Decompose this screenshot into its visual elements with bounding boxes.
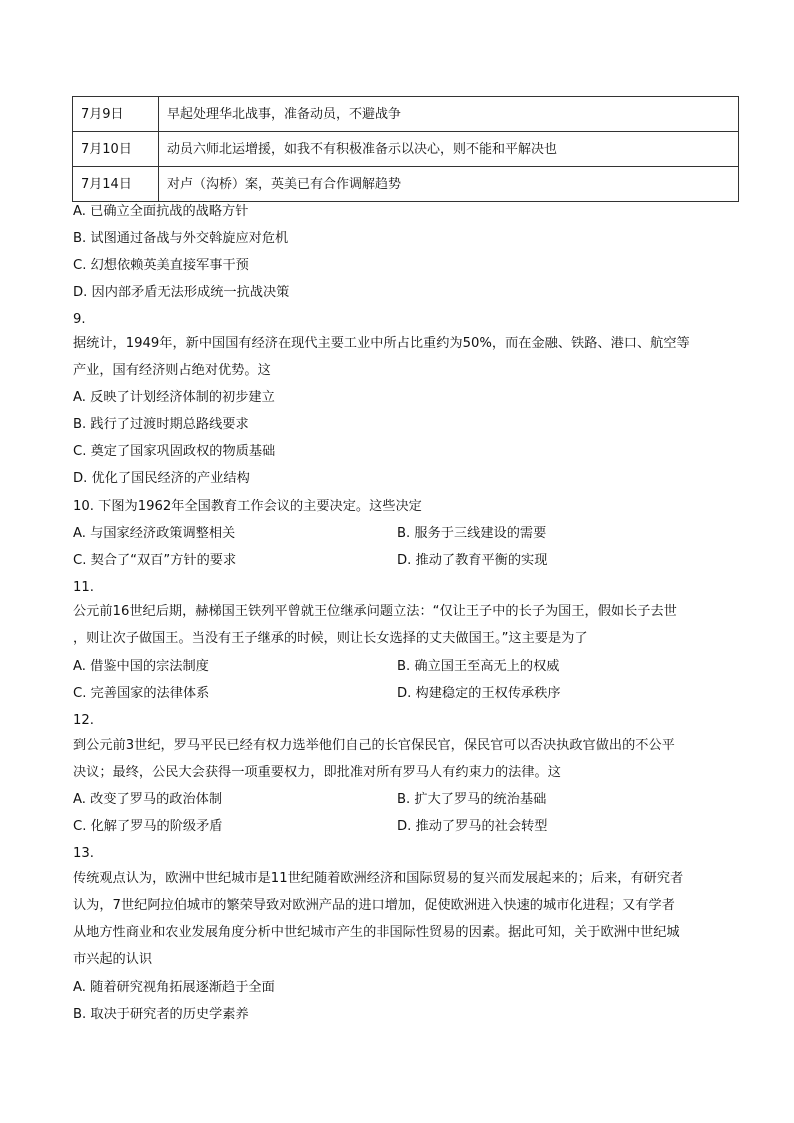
q10-option-a[interactable]: A. 与国家经济政策调整相关 — [73, 526, 236, 541]
q13-stem-line: 市兴起的认识 — [73, 952, 153, 967]
q13-stem-line: 认为，7世纪阿拉伯城市的繁荣导致对欧洲产品的进口增加，促使欧洲进入快速的城市化进程；又有学者 — [73, 898, 675, 913]
q8-option-d[interactable]: D. 因内部矛盾无法形成统一抗战决策 — [73, 285, 290, 300]
q10-option-d[interactable]: D. 推动了教育平衡的实现 — [397, 553, 548, 568]
q11-option-a[interactable]: A. 借鉴中国的宗法制度 — [73, 659, 209, 674]
q11-option-b[interactable]: B. 确立国王至高无上的权威 — [397, 659, 560, 674]
q13-stem-line: 从地方性商业和农业发展角度分析中世纪城市产生的非国际性贸易的因素。据此可知，关于欧洲中世纪城 — [73, 925, 680, 940]
q8-option-c[interactable]: C. 幻想依赖英美直接军事干预 — [73, 258, 249, 273]
table-cell-event: 早起处理华北战事，准备动员，不避战争 — [159, 97, 739, 132]
table-cell-date: 7月14日 — [73, 167, 159, 202]
q9-option-d[interactable]: D. 优化了国民经济的产业结构 — [73, 471, 250, 486]
q12-option-b[interactable]: B. 扩大了罗马的统治基础 — [397, 792, 547, 807]
q12-option-a[interactable]: A. 改变了罗马的政治体制 — [73, 792, 223, 807]
table-row — [73, 167, 739, 202]
q10-stem: 10. 下图为1962年全国教育工作会议的主要决定。这些决定 — [73, 499, 422, 514]
table-cell-date: 7月9日 — [73, 97, 159, 132]
q9-number: 9. — [73, 312, 86, 327]
q13-option-b[interactable]: B. 取决于研究者的历史学素养 — [73, 1007, 249, 1022]
q10-option-c[interactable]: C. 契合了“双百”方针的要求 — [73, 553, 237, 568]
q13-number: 13. — [73, 846, 94, 861]
table-cell-date: 7月10日 — [73, 132, 159, 167]
q11-option-d[interactable]: D. 构建稳定的王权传承秩序 — [397, 686, 561, 701]
q8-option-b[interactable]: B. 试图通过备战与外交斡旋应对危机 — [73, 231, 289, 246]
q9-option-b[interactable]: B. 践行了过渡时期总路线要求 — [73, 417, 249, 432]
table-cell-event: 动员六师北运增援，如我不有积极准备示以决心，则不能和平解决也 — [159, 132, 739, 167]
q12-number: 12. — [73, 713, 94, 728]
q8-option-a[interactable]: A. 已确立全面抗战的战略方针 — [73, 204, 249, 219]
q11-stem-line: ，则让次子做国王。当没有王子继承的时候，则让长女选择的丈夫做国王。”这主要是为了 — [73, 631, 588, 646]
q11-option-c[interactable]: C. 完善国家的法律体系 — [73, 686, 210, 701]
q9-stem-line: 据统计，1949年，新中国国有经济在现代主要工业中所占比重约为50%，而在金融、铁路、港口、航空等 — [73, 336, 690, 351]
q9-stem-line: 产业，国有经济则占绝对优势。这 — [73, 363, 271, 378]
q13-stem-line: 传统观点认为，欧洲中世纪城市是11世纪随着欧洲经济和国际贸易的复兴而发展起来的；后来，有研究者 — [73, 871, 684, 886]
diary-table — [72, 96, 739, 202]
table-cell-event: 对卢（沟桥）案，英美已有合作调解趋势 — [159, 167, 739, 202]
q12-option-d[interactable]: D. 推动了罗马的社会转型 — [397, 819, 548, 834]
table-row — [73, 97, 739, 132]
q9-option-c[interactable]: C. 奠定了国家巩固政权的物质基础 — [73, 444, 276, 459]
q9-option-a[interactable]: A. 反映了计划经济体制的初步建立 — [73, 390, 275, 405]
q10-option-b[interactable]: B. 服务于三线建设的需要 — [397, 526, 547, 541]
q12-option-c[interactable]: C. 化解了罗马的阶级矛盾 — [73, 819, 223, 834]
q12-stem-line: 决议；最终，公民大会获得一项重要权力，即批准对所有罗马人有约束力的法律。这 — [73, 765, 561, 780]
table-row — [73, 132, 739, 167]
q11-number: 11. — [73, 580, 94, 595]
q13-option-a[interactable]: A. 随着研究视角拓展逐渐趋于全面 — [73, 980, 275, 995]
q12-stem-line: 到公元前3世纪，罗马平民已经有权力选举他们自己的长官保民官，保民官可以否决执政官做出的不公平 — [73, 738, 675, 753]
q11-stem-line: 公元前16世纪后期，赫梯国王铁列平曾就王位继承问题立法：“仅让王子中的长子为国王，假如长子去世 — [73, 604, 677, 619]
